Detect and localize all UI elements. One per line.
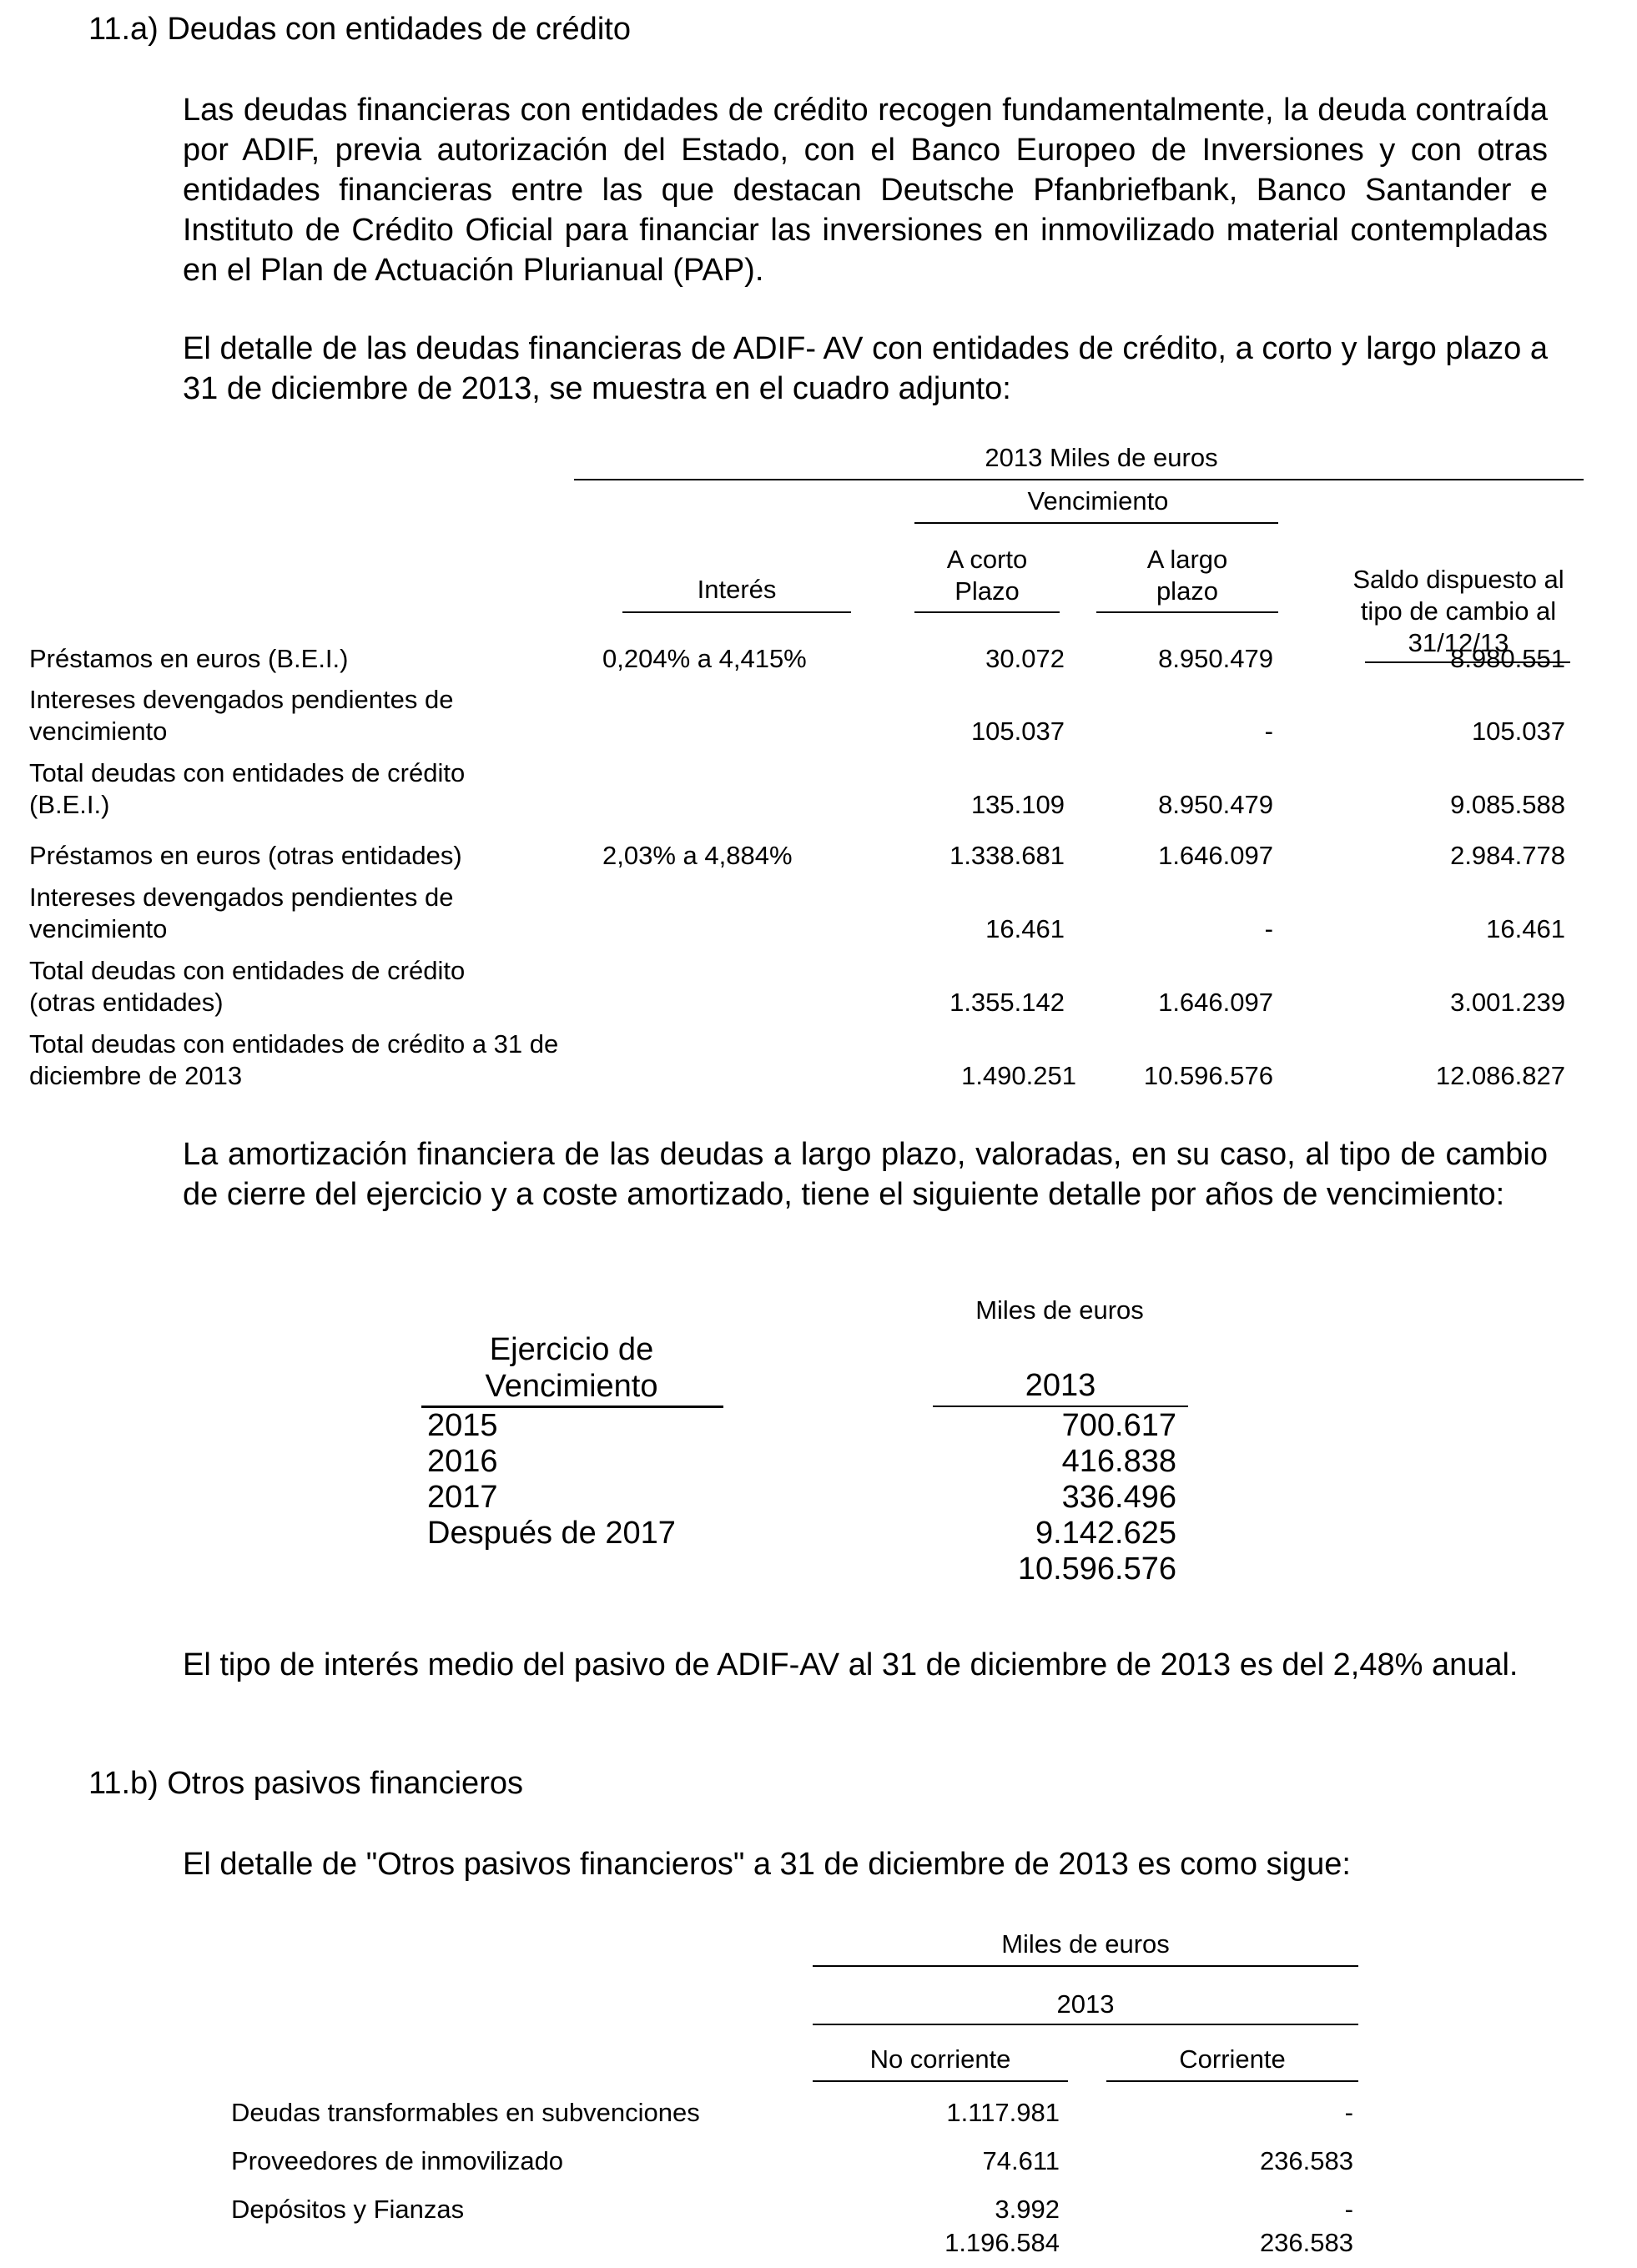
table3-col-nc: No corriente bbox=[869, 2044, 1011, 2074]
table1-col-interes: Interés bbox=[697, 575, 777, 604]
table2-year-rule bbox=[933, 1406, 1188, 1407]
table2-header-units: Miles de euros bbox=[975, 1295, 1144, 1325]
row-corto: 16.461 bbox=[985, 914, 1065, 943]
row-label: Préstamos en euros (B.E.I.) bbox=[29, 644, 349, 673]
section-heading-b: 11.b) Otros pasivos financieros bbox=[88, 1766, 523, 1801]
row-largo: - bbox=[1264, 914, 1273, 943]
paragraph-detail: El detalle de las deudas financieras de ADIF- AV con entidades de crédito, a corto y largo plazo a 31 de diciembre de 2013, se muestra en el cuadro adjunto: bbox=[183, 331, 1548, 406]
table3-c-rule bbox=[1106, 2080, 1358, 2082]
row-largo: 8.950.479 bbox=[1158, 644, 1273, 673]
row-value: 336.496 bbox=[1061, 1480, 1176, 1515]
row-label: Después de 2017 bbox=[427, 1516, 676, 1551]
row-saldo: 3.001.239 bbox=[1450, 988, 1565, 1017]
table2-total: 10.596.576 bbox=[1017, 1551, 1176, 1587]
row-corto: 135.109 bbox=[970, 790, 1065, 819]
row-corto: 1.490.251 bbox=[961, 1061, 1076, 1090]
row-value: 416.838 bbox=[1061, 1444, 1176, 1479]
table3-header-year: 2013 bbox=[1056, 1989, 1115, 2019]
table1-col-largo: A largo plazo bbox=[1146, 545, 1228, 606]
row-label: Total deudas con entidades de crédito (otras entidades) bbox=[29, 956, 466, 1017]
row-largo: 1.646.097 bbox=[1158, 988, 1273, 1017]
table1-venc-rule bbox=[914, 522, 1278, 524]
row-largo: - bbox=[1264, 717, 1273, 746]
section-heading-a: 11.a) Deudas con entidades de crédito bbox=[88, 12, 631, 47]
row-label: 2017 bbox=[427, 1480, 498, 1515]
row-c: - bbox=[1344, 2195, 1353, 2224]
row-c: - bbox=[1344, 2098, 1353, 2127]
paragraph-interes-medio: El tipo de interés medio del pasivo de ADIF-AV al 31 de diciembre de 2013 es del 2,48% anual. bbox=[183, 1647, 1519, 1682]
row-saldo: 12.086.827 bbox=[1435, 1061, 1565, 1090]
table1-corto-rule bbox=[914, 611, 1060, 613]
table3-header-units: Miles de euros bbox=[1001, 1929, 1170, 1959]
paragraph-intro: Las deudas financieras con entidades de crédito recogen fundamentalmente, la deuda contraída por ADIF, previa autorización del Estado, con el Banco Europeo de Inversiones y con otras entidades financieras entre las que destacan Deutsche Pfanbriefbank, Banco Santander e Instituto de Crédito Oficial para financiar las inversiones en inmovilizado material contempladas en el Plan de Actuación Plurianual (PAP). bbox=[183, 93, 1548, 288]
table3-units-rule bbox=[813, 1965, 1358, 1967]
table1-interes-rule bbox=[622, 611, 851, 613]
row-label: Préstamos en euros (otras entidades) bbox=[29, 841, 462, 870]
paragraph-amortizacion: La amortización financiera de las deudas a largo plazo, valoradas, en su caso, al tipo de cambio de cierre del ejercicio y a coste amortizado, tiene el siguiente detalle por años de vencimiento: bbox=[183, 1137, 1548, 1212]
table3-total-c: 236.583 bbox=[1259, 2228, 1353, 2257]
table2-col-ejercicio: Ejercicio de Vencimiento bbox=[485, 1332, 658, 1404]
row-largo: 8.950.479 bbox=[1158, 790, 1273, 819]
row-saldo: 16.461 bbox=[1486, 914, 1565, 943]
row-largo: 10.596.576 bbox=[1143, 1061, 1273, 1090]
row-largo: 1.646.097 bbox=[1158, 841, 1273, 870]
row-label: Depósitos y Fianzas bbox=[231, 2195, 465, 2224]
table1-top-rule bbox=[574, 479, 1584, 480]
table3-nc-rule bbox=[813, 2080, 1068, 2082]
row-value: 9.142.625 bbox=[1035, 1516, 1176, 1551]
row-value: 700.617 bbox=[1061, 1408, 1176, 1443]
paragraph-otros: El detalle de "Otros pasivos financieros" a 31 de diciembre de 2013 es como sigue: bbox=[183, 1847, 1351, 1882]
row-label: Total deudas con entidades de crédito a 31 de diciembre de 2013 bbox=[29, 1029, 559, 1090]
table3-year-rule bbox=[813, 2024, 1358, 2025]
table1-header-top: 2013 Miles de euros bbox=[985, 443, 1218, 472]
row-label: 2015 bbox=[427, 1408, 498, 1443]
row-label: 2016 bbox=[427, 1444, 498, 1479]
row-saldo: 105.037 bbox=[1471, 717, 1565, 746]
table1-col-corto: A corto Plazo bbox=[946, 545, 1028, 606]
row-c: 236.583 bbox=[1259, 2146, 1353, 2175]
row-label: Total deudas con entidades de crédito (B.E.I.) bbox=[29, 758, 466, 819]
row-nc: 3.992 bbox=[995, 2195, 1060, 2224]
row-saldo: 8.980.551 bbox=[1450, 644, 1565, 673]
row-interes: 2,03% a 4,884% bbox=[602, 841, 793, 870]
row-nc: 1.117.981 bbox=[946, 2098, 1060, 2127]
table1-col-saldo: Saldo dispuesto al tipo de cambio al 31/12/13 bbox=[1352, 565, 1564, 657]
table3-col-c: Corriente bbox=[1179, 2044, 1286, 2074]
row-label: Intereses devengados pendientes de vencimiento bbox=[29, 883, 454, 943]
row-interes: 0,204% a 4,415% bbox=[602, 644, 807, 673]
row-corto: 105.037 bbox=[970, 717, 1065, 746]
table1-header-vencimiento: Vencimiento bbox=[1027, 486, 1169, 515]
table3-total-nc: 1.196.584 bbox=[944, 2228, 1060, 2257]
row-nc: 74.611 bbox=[982, 2146, 1060, 2175]
row-saldo: 2.984.778 bbox=[1450, 841, 1565, 870]
row-saldo: 9.085.588 bbox=[1450, 790, 1565, 819]
table2-col-year: 2013 bbox=[1025, 1368, 1096, 1403]
row-label: Deudas transformables en subvenciones bbox=[231, 2098, 700, 2127]
row-corto: 30.072 bbox=[985, 644, 1065, 673]
row-label: Proveedores de inmovilizado bbox=[231, 2146, 564, 2175]
row-label: Intereses devengados pendientes de vencimiento bbox=[29, 685, 454, 746]
row-corto: 1.338.681 bbox=[949, 841, 1065, 870]
table1-largo-rule bbox=[1096, 611, 1278, 613]
row-corto: 1.355.142 bbox=[949, 988, 1065, 1017]
